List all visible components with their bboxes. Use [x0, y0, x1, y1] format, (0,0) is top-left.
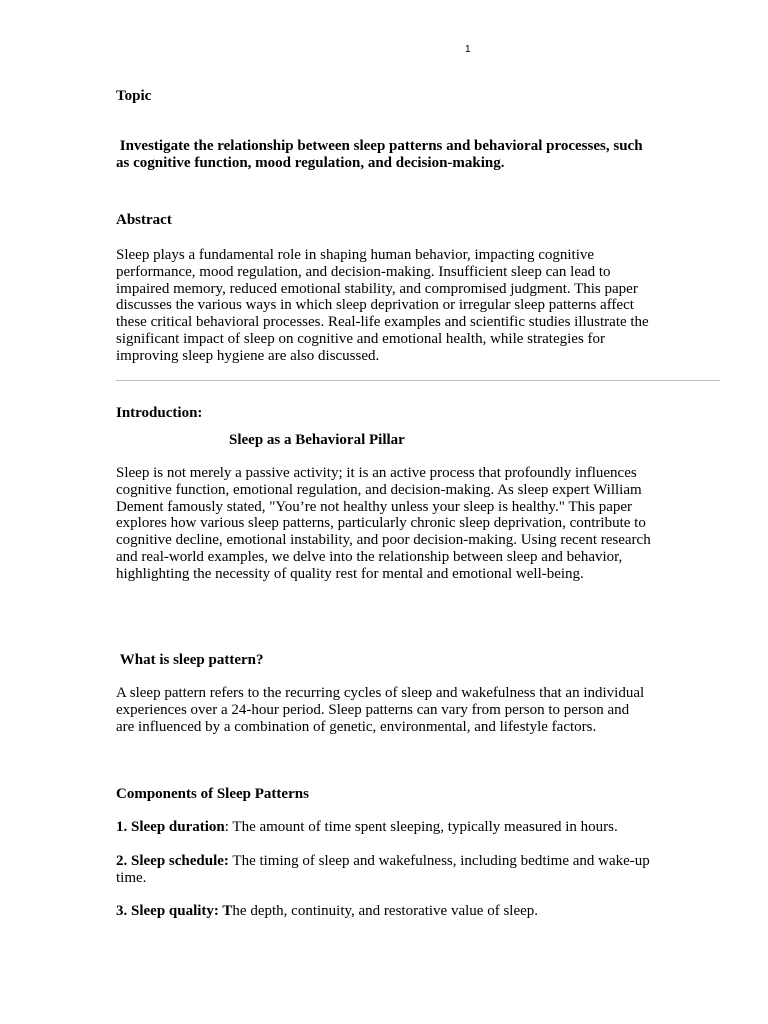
introduction-body: Sleep is not merely a passive activity; it is an active process that profoundly influences cognitive function, emotional regulation, and decision-making. As sleep expert William Dement famously stated, "You’re not healthy unless your sleep is healthy." This paper explores how various sleep patterns, particularly chronic sleep deprivation, contribute to cognitive decline, emotional instability, and poor decision-making. Using recent research and real-world examples, we delve into the relationship between sleep and behavior, highlighting the necessity of quality rest for mental and emotional well-being. — [116, 465, 651, 582]
abstract-body: Sleep plays a fundamental role in shaping human behavior, impacting cognitive performance, mood regulation, and decision-making. Insufficient sleep can lead to impaired memory, reduced emotional stability, and compromised judgment. This paper discusses the various ways in which sleep deprivation or irregular sleep patterns affect these critical behavioral processes. Real-life examples and scientific studies illustrate the significant impact of sleep on cognitive and emotional health, while strategies for improving sleep hygiene are also discussed. — [116, 247, 649, 364]
introduction-subheading: Sleep as a Behavioral Pillar — [229, 432, 405, 448]
component-description: : The amount of time spent sleeping, typically measured in hours. — [224, 819, 618, 835]
sleep-pattern-heading: What is sleep pattern? — [116, 652, 264, 668]
component-item-sleep-quality — [116, 903, 676, 920]
component-item-sleep-duration — [116, 819, 676, 836]
component-item-sleep-schedule — [116, 853, 656, 887]
component-description: he depth, continuity, and restorative value of sleep. — [232, 903, 539, 919]
abstract-heading: Abstract — [116, 212, 172, 228]
topic-text: Investigate the relationship between sleep patterns and behavioral processes, such as cognitive function, mood regulation, and decision-making. — [116, 138, 647, 171]
section-divider — [116, 380, 720, 381]
component-description: The timing of sleep and wakefulness, including bedtime and wake-up time. — [116, 853, 654, 886]
component-term: 2. Sleep schedule: — [116, 853, 229, 869]
components-heading: Components of Sleep Patterns — [116, 786, 309, 802]
topic-heading: Topic — [116, 88, 152, 104]
component-term: 1. Sleep duration — [116, 819, 225, 835]
component-term: 3. Sleep quality: T — [116, 903, 233, 919]
sleep-pattern-body: A sleep pattern refers to the recurring cycles of sleep and wakefulness that an individual experiences over a 24-hour period. Sleep patterns can vary from person to person and are influenced by a combination of genetic, environmental, and lifestyle factors. — [116, 685, 645, 735]
introduction-heading: Introduction: — [116, 405, 203, 421]
page-number: 1 — [465, 44, 471, 55]
